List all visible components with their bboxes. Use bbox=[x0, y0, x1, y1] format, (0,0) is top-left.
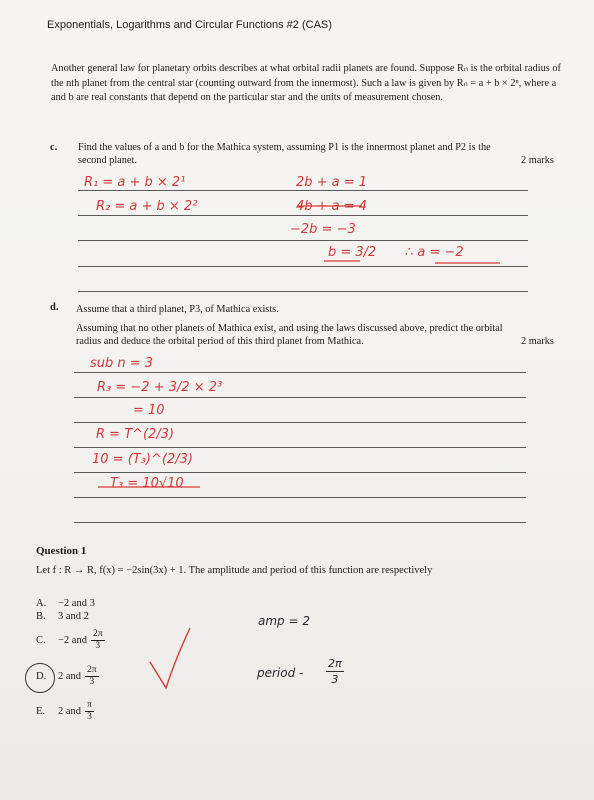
conclusion: ∴ a = −2 bbox=[405, 245, 464, 260]
part-d-marks: 2 marks bbox=[521, 336, 554, 347]
working-line: 4b + a = 4 bbox=[296, 199, 368, 214]
working-line: 2b + a = 1 bbox=[296, 175, 368, 190]
working-line: T₃ = 10√10 bbox=[110, 476, 184, 491]
period-note: period - bbox=[257, 666, 304, 680]
option-letter: C. bbox=[36, 635, 46, 646]
part-d-label: d. bbox=[50, 302, 59, 313]
question-1-stem: Let f : R → R, f(x) = −2sin(3x) + 1. The amplitude and period of this function are respectively bbox=[36, 565, 433, 576]
working-line: R₂ = a + b × 2² bbox=[96, 199, 198, 214]
fraction-numerator: 2π bbox=[92, 629, 103, 639]
option-letter: A. bbox=[36, 598, 47, 609]
option-letter: E. bbox=[36, 706, 46, 717]
period-denominator: 3 bbox=[331, 673, 339, 686]
option-text: 2 and bbox=[58, 671, 82, 682]
part-d-intro: Assume that a third planet, P3, of Mathica exists. bbox=[76, 304, 279, 315]
working-line: −2b = −3 bbox=[290, 222, 356, 237]
working-line: sub n = 3 bbox=[90, 356, 154, 371]
fraction-denominator: 3 bbox=[87, 712, 92, 722]
period-numerator: 2π bbox=[328, 657, 342, 670]
working-line: R₁ = a + b × 2¹ bbox=[84, 175, 186, 190]
working-line: 10 = (T₃)^(2/3) bbox=[92, 452, 193, 467]
option-text: 3 and 2 bbox=[58, 611, 89, 622]
question-1-title: Question 1 bbox=[36, 545, 87, 557]
fraction-denominator: 3 bbox=[89, 677, 95, 687]
option-letter: B. bbox=[36, 611, 46, 622]
option-text: −2 and bbox=[58, 635, 87, 646]
document-title: Exponentials, Logarithms and Circular Functions #2 (CAS) bbox=[47, 19, 332, 31]
fraction-numerator: π bbox=[87, 700, 92, 710]
option-text: −2 and 3 bbox=[58, 598, 95, 609]
working-line: R₃ = −2 + 3/2 × 2³ bbox=[97, 380, 223, 395]
intro-paragraph: Another general law for planetary orbits describes at what orbital radii planets are found. Suppose Rₙ is the orbital radius of the nth planet from the central star (counting outward from the innermost). Such a law is given by Rₙ = a + b × 2ⁿ, where a and b are real constants that depend on the particular star and the units of measurement chosen. bbox=[51, 63, 561, 104]
part-d-question: Assuming that no other planets of Mathica exist, and using the laws discussed above, predict the orbital radius and deduce the orbital period of this third planet from Mathica. bbox=[76, 323, 503, 347]
working-line: R = T^(2/3) bbox=[96, 427, 175, 442]
part-c-question: Find the values of a and b for the Mathica system, assuming P1 is the innermost planet and P2 is the second planet. bbox=[78, 142, 491, 166]
working-line: b = 3/2 bbox=[328, 245, 377, 260]
amplitude-note: amp = 2 bbox=[258, 614, 310, 628]
option-text: 2 and bbox=[58, 706, 82, 717]
fraction-denominator: 3 bbox=[95, 641, 101, 651]
working-line: = 10 bbox=[133, 403, 165, 418]
check-mark-icon bbox=[150, 628, 190, 688]
option-letter: D. bbox=[36, 671, 47, 682]
part-c-label: c. bbox=[50, 142, 58, 153]
fraction-numerator: 2π bbox=[87, 665, 97, 675]
part-c-marks: 2 marks bbox=[521, 155, 554, 166]
